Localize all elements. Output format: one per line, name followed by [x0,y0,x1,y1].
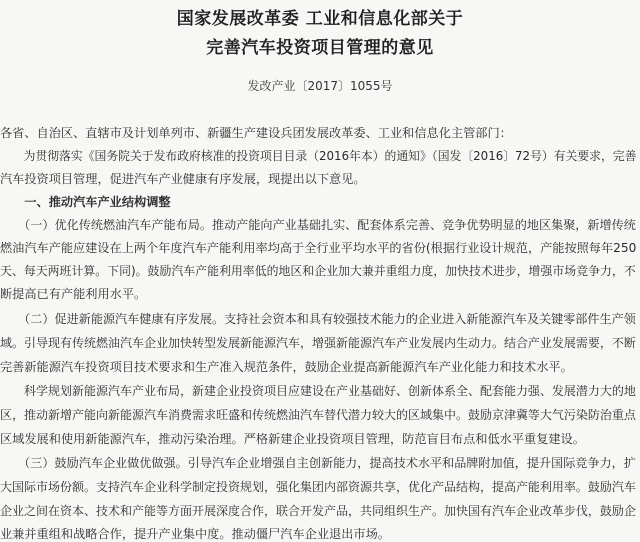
paragraph-line: 域。引导现有传统燃油汽车企业加快转型发展新能源汽车，增强新能源汽车产业发展内生动力。结合产业发展需要，不断 [0,336,636,350]
document-number: 发改产业〔2017〕1055号 [247,79,393,93]
paragraph-line: 业兼并重组和战略合作，提升产业集中度。推动僵尸汽车企业退出市场。 [0,527,390,541]
paragraph-line: 汽车投资项目管理，促进汽车产业健康有序发展，现提出以下意见。 [0,172,366,186]
addressee-line: 各省、自治区、直辖市及计划单列市、新疆生产建设兵团发展改革委、工业和信息化主管部门： [0,126,512,140]
section-heading: 一、推动汽车产业结构调整 [0,195,171,209]
document-title-line1: 国家发展改革委 工业和信息化部关于 [176,9,464,29]
paragraph-line: 区，推动新增产能向新能源汽车消费需求旺盛和传统燃油汽车替代潜力较大的区域集中。鼓励京津冀等大气污染防治重点 [0,408,636,422]
paragraph-line: 区域发展和使用新能源汽车，推动污染治理。严格新建企业投资项目管理，防范盲目布点和低水平重复建设。 [0,432,585,446]
paragraph-line: 大国际市场份额。支持汽车企业科学制定投资规划，强化集团内部资源共享，优化产品结构，提高产能利用率。鼓励汽车 [0,480,636,494]
paragraph-line: 企业之间在资本、技术和产能等方面开展深度合作，联合开发产品，共同组织生产。加快国有汽车企业改革步伐，鼓励企 [0,504,636,518]
paragraph-line: （二）促进新能源汽车健康有序发展。支持社会资本和具有较强技术能力的企业进入新能源汽车及关键零部件生产领 [0,312,636,326]
paragraph-line: 为贯彻落实《国务院关于发布政府核准的投资项目目录（2016年本）的通知》（国发〔2016〕72号）有关要求，完善 [0,149,637,163]
paragraph-line: 天、每天两班计算。下同)。鼓励汽车产能利用率低的地区和企业加大兼并重组力度，加快技术进步，增强市场竞争力，不 [0,264,636,278]
paragraph-line: （三）鼓励汽车企业做优做强。引导汽车企业增强自主创新能力，提高技术水平和品牌附加值，提升国际竞争力，扩 [0,456,636,470]
paragraph-line: 完善新能源汽车投资项目技术要求和生产准入规范条件，鼓励企业提高新能源汽车产业化能力和技术水平。 [0,360,573,374]
paragraph-line: 断提高已有产能利用水平。 [0,287,147,301]
paragraph-line: 燃油汽车产能应建设在上两个年度汽车产能利用率均高于全行业平均水平的省份(根据行业设计规范，产能按照每年250 [0,241,637,255]
document-title-line2: 完善汽车投资项目管理的意见 [206,38,434,58]
paragraph-line: 科学规划新能源汽车产业布局，新建企业投资项目应建设在产业基础好、创新体系全、配套能力强、发展潜力大的地 [0,384,636,398]
paragraph-line: （一）优化传统燃油汽车产能布局。推动产能向产业基础扎实、配套体系完善、竞争优势明显的地区集聚，新增传统 [0,218,636,232]
